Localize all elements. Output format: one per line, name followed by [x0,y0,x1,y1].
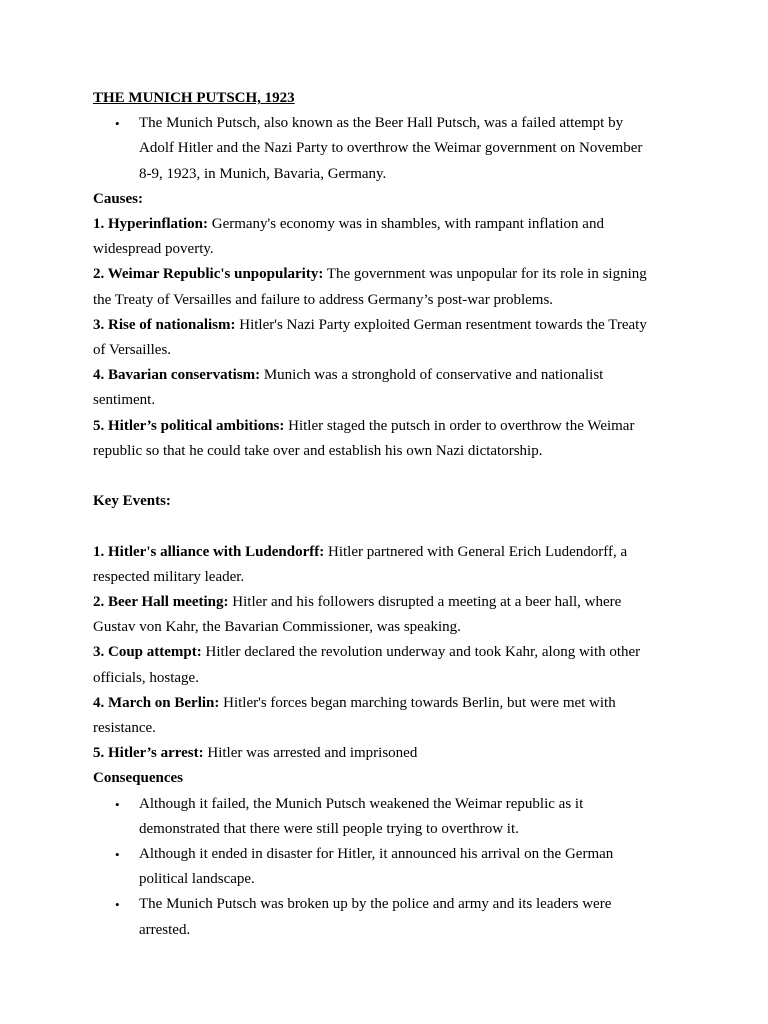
event-text: Hitler and his followers disrupted a meeting at a beer hall, where [228,594,622,611]
event-text: Hitler declared the revolution underway and took Kahr, along with other [201,644,641,661]
consequence-item [93,842,673,892]
event-item [93,741,673,766]
consequence-line: arrested. [139,921,191,938]
consequence-line: demonstrated that there were still people trying to overthrow it. [139,820,519,837]
event-text-cont: resistance. [93,720,156,737]
event-text: Hitler partnered with General Erich Ludendorff, a [324,543,628,560]
cause-item [93,313,673,363]
event-item [93,691,673,741]
cause-text: Munich was a stronghold of conservative and nationalist [260,367,604,384]
document-body [93,86,673,943]
event-item [93,540,673,590]
event-label: 5. Hitler’s arrest: [93,745,204,762]
cause-text: Hitler staged the putsch in order to overthrow the Weimar [284,417,635,434]
event-label: 3. Coup attempt: [93,644,202,661]
intro-list [93,111,673,187]
cause-item [93,363,673,413]
bullet-icon: • [115,116,120,132]
event-text: Hitler was arrested and imprisoned [203,745,418,762]
intro-bullet-item [93,111,673,187]
bullet-icon: • [115,847,120,863]
event-label: 2. Beer Hall meeting: [93,594,229,611]
event-text-cont: Gustav von Kahr, the Bavarian Commissioner, was speaking. [93,619,461,636]
cause-label: 3. Rise of nationalism: [93,316,236,333]
consequence-line: Although it ended in disaster for Hitler, it announced his arrival on the German [139,846,614,863]
consequence-line: The Munich Putsch was broken up by the police and army and its leaders were [139,896,612,913]
bullet-icon: • [115,897,120,913]
consequence-item [93,892,673,942]
consequence-item [93,792,673,842]
cause-text-cont: the Treaty of Versailles and failure to address Germany’s post-war problems. [93,291,554,308]
intro-line: Adolf Hitler and the Nazi Party to overthrow the Weimar government on November [139,140,643,157]
cause-text: The government was unpopular for its role in signing [323,266,647,283]
cause-text-cont: republic so that he could take over and establish his own Nazi dictatorship. [93,442,543,459]
event-text-cont: officials, hostage. [93,669,199,686]
consequence-line: political landscape. [139,871,255,888]
spacer [93,514,673,539]
bullet-icon: • [115,796,120,812]
cause-text-cont: sentiment. [93,392,156,409]
consequence-line: Although it failed, the Munich Putsch weakened the Weimar republic as it [139,795,584,812]
spacer [93,464,673,489]
causes-heading: Causes: [93,190,144,207]
cause-label: 4. Bavarian conservatism: [93,367,261,384]
event-item [93,640,673,690]
cause-label: 1. Hyperinflation: [93,216,208,233]
cause-item [93,262,673,312]
consequences-list [93,792,673,943]
key-events-heading: Key Events: [93,493,171,510]
cause-text-cont: widespread poverty. [93,241,214,258]
event-text: Hitler's forces began marching towards Berlin, but were met with [219,694,616,711]
cause-text: Hitler's Nazi Party exploited German resentment towards the Treaty [235,316,647,333]
cause-text-cont: of Versailles. [93,342,172,359]
intro-line: 8-9, 1923, in Munich, Bavaria, Germany. [139,165,387,182]
event-item [93,590,673,640]
cause-item [93,414,673,464]
event-label: 1. Hitler's alliance with Ludendorff: [93,543,325,560]
cause-text: Germany's economy was in shambles, with rampant inflation and [208,216,604,233]
event-label: 4. March on Berlin: [93,694,220,711]
cause-label: 2. Weimar Republic's unpopularity: [93,266,324,283]
consequences-heading: Consequences [93,770,184,787]
cause-item [93,212,673,262]
cause-label: 5. Hitler’s political ambitions: [93,417,285,434]
document-title: THE MUNICH PUTSCH, 1923 [93,90,295,106]
intro-line: The Munich Putsch, also known as the Beer Hall Putsch, was a failed attempt by [139,115,624,132]
event-text-cont: respected military leader. [93,568,245,585]
